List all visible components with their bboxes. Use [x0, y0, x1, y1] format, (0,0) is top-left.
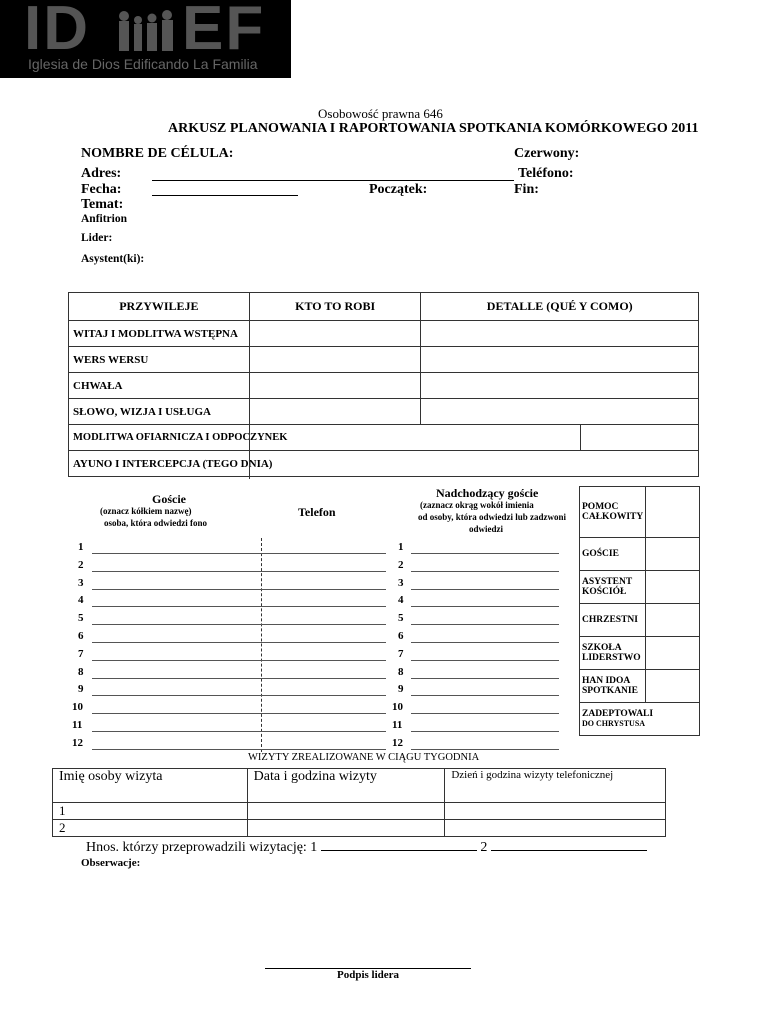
- table-row: [580, 487, 700, 538]
- visit-number: 2: [53, 820, 248, 837]
- privilege-name: AYUNO I INTERCEPCJA (TEGO DNIA): [69, 451, 699, 477]
- who-cell[interactable]: [249, 347, 421, 373]
- upcoming-name-line[interactable]: [411, 695, 559, 696]
- visit-phone-header: Dzień i godzina wizyty telefonicznej: [445, 769, 666, 803]
- guest-number: 1: [78, 541, 84, 553]
- topic-label: Temat:: [81, 197, 124, 212]
- upcoming-number: 5: [398, 612, 404, 625]
- table-row: [69, 373, 699, 399]
- details-cell[interactable]: [581, 425, 699, 451]
- privilege-name: MODLITWA OFIARNICZA I ODPOCZYNEK: [69, 425, 581, 451]
- summary-table: [579, 486, 700, 736]
- visit-phone-cell[interactable]: [445, 820, 666, 837]
- upcoming-name-line[interactable]: [411, 606, 559, 607]
- summary-value[interactable]: [646, 670, 700, 703]
- guest-name-line[interactable]: [92, 713, 386, 714]
- summary-label: SZKOŁA LIDERSTWO: [580, 637, 646, 670]
- guest-number: 7: [78, 647, 84, 660]
- upcoming-name-line[interactable]: [411, 660, 559, 661]
- column-divider: [249, 425, 250, 479]
- phone-header: Telefon: [298, 505, 336, 519]
- guest-name-line[interactable]: [92, 571, 386, 572]
- red-label: Czerwony:: [514, 146, 580, 161]
- guest-name-line[interactable]: [92, 589, 386, 590]
- logo-tagline: Iglesia de Dios Edificando La Familia: [28, 56, 258, 72]
- table-row: [580, 538, 700, 571]
- who-cell[interactable]: [249, 321, 421, 347]
- date-label: Fecha:: [81, 182, 122, 197]
- upcoming-number: 6: [398, 630, 404, 642]
- summary-label: CHRZESTNI: [580, 604, 646, 637]
- host-label: Anfitrion: [81, 213, 127, 225]
- privilege-name: WITAJ I MODLITWA WSTĘPNA: [69, 321, 250, 347]
- summary-last-sub: DO CHRYSTUSA: [582, 719, 646, 728]
- guest-name-line[interactable]: [92, 606, 386, 607]
- who-cell[interactable]: [249, 373, 421, 399]
- guest-number: 12: [72, 736, 83, 749]
- family-silhouette-icon: [112, 8, 180, 54]
- upcoming-number: 8: [398, 665, 404, 678]
- guest-name-line[interactable]: [92, 678, 386, 679]
- table-row: [69, 347, 699, 373]
- upcoming-name-line[interactable]: [411, 589, 559, 590]
- visits-table: [52, 768, 666, 837]
- table-row: [69, 321, 699, 347]
- privilege-name: SŁOWO, WIZJA I USŁUGA: [69, 399, 250, 425]
- summary-value[interactable]: [646, 604, 700, 637]
- table-row: [69, 399, 699, 425]
- logo-letters-right: EF: [182, 0, 266, 63]
- guests-note-1: (oznacz kółkiem nazwę): [100, 506, 192, 516]
- upcoming-number: 4: [398, 594, 404, 607]
- summary-value[interactable]: [646, 571, 700, 604]
- table-row: [580, 604, 700, 637]
- table-row: [69, 451, 699, 477]
- date-field[interactable]: [152, 195, 298, 196]
- upcoming-name-line[interactable]: [411, 624, 559, 625]
- upcoming-guests-title: Nadchodzący goście: [436, 486, 539, 500]
- details-cell[interactable]: [421, 347, 699, 373]
- guest-name-line[interactable]: [92, 660, 386, 661]
- guest-number: 10: [72, 701, 83, 714]
- privileges-header-row: [69, 293, 699, 321]
- guest-name-line[interactable]: [92, 624, 386, 625]
- table-row: [580, 670, 700, 703]
- privileges-table: [68, 292, 699, 477]
- privilege-name: WERS WERSU: [69, 347, 250, 373]
- cell-name-label: NOMBRE DE CÉLULA:: [81, 146, 234, 161]
- table-row: [53, 803, 666, 820]
- details-cell[interactable]: [421, 399, 699, 425]
- upcoming-number: 2: [398, 558, 404, 571]
- upcoming-name-line[interactable]: [411, 678, 559, 679]
- summary-label: [580, 703, 700, 736]
- upcoming-number: 7: [398, 647, 404, 660]
- leader-label: Lider:: [81, 232, 113, 244]
- guest-name-line[interactable]: [92, 731, 386, 732]
- visit-person-header: Imię osoby wizyta: [53, 769, 248, 803]
- table-row: [580, 703, 700, 736]
- summary-label: POMOC CAŁKOWITY: [580, 487, 646, 538]
- upcoming-number: 1: [398, 541, 404, 553]
- end-label: Fin:: [514, 182, 539, 197]
- guest-number: 2: [78, 558, 84, 571]
- assistant-label: Asystent(ki):: [81, 253, 145, 265]
- upcoming-note-1: (zaznacz okrąg wokół imienia: [420, 500, 534, 510]
- guests-title: Goście: [152, 492, 186, 506]
- observations-label: Obserwacje:: [81, 857, 141, 869]
- summary-last-label: ZADEPTOWALI: [582, 709, 654, 719]
- guest-number: 8: [78, 665, 84, 678]
- table-row: [69, 425, 699, 451]
- upcoming-name-line[interactable]: [411, 642, 559, 643]
- address-label: Adres:: [81, 166, 122, 181]
- guests-note-2: osoba, która odwiedzi fono: [104, 518, 208, 528]
- details-cell[interactable]: [421, 373, 699, 399]
- start-label: Początek:: [369, 182, 428, 197]
- guest-number: 9: [78, 683, 84, 696]
- upcoming-name-line[interactable]: [411, 571, 559, 572]
- upcoming-number: 9: [398, 683, 404, 696]
- upcoming-number: 3: [398, 576, 404, 589]
- who-cell[interactable]: [249, 399, 421, 425]
- visits-header-row: [53, 769, 666, 803]
- visit-number: 1: [53, 803, 248, 820]
- upcoming-number: 10: [392, 701, 403, 714]
- visitor-two-number: 2: [480, 840, 488, 855]
- address-field[interactable]: [152, 180, 514, 181]
- summary-value[interactable]: [646, 637, 700, 670]
- visitors-label: Hnos. którzy przeprowadzili wizytację: 1: [86, 840, 318, 855]
- guest-number: 5: [78, 612, 84, 625]
- legal-subtitle: Osobowość prawna 646: [318, 106, 443, 121]
- church-logo: [0, 0, 291, 78]
- upcoming-number: 11: [392, 719, 403, 731]
- visitor-one-field[interactable]: [321, 850, 477, 851]
- upcoming-note-3: odwiedzi: [469, 524, 504, 534]
- visits-title: WIZYTY ZREALIZOWANE W CIĄGU TYGODNIA: [248, 752, 480, 763]
- summary-value[interactable]: [646, 538, 700, 571]
- guest-number: 6: [78, 630, 84, 642]
- privileges-header: PRZYWILEJE: [69, 293, 250, 321]
- guest-name-line[interactable]: [92, 642, 386, 643]
- guest-number: 4: [78, 594, 84, 607]
- details-header: DETALLE (QUÉ Y COMO): [421, 293, 699, 321]
- visitors-line: [86, 840, 647, 856]
- phone-label: Teléfono:: [518, 166, 574, 181]
- upcoming-note-2: od osoby, która odwiedzi lub zadzwoni: [418, 512, 567, 522]
- upcoming-name-line[interactable]: [411, 749, 559, 750]
- upcoming-name-line[interactable]: [411, 731, 559, 732]
- details-cell[interactable]: [421, 321, 699, 347]
- visit-date-header: Data i godzina wizyty: [247, 769, 445, 803]
- guest-number: 11: [72, 719, 83, 731]
- summary-label: ASYSTENT KOŚCIÓŁ: [580, 571, 646, 604]
- summary-label: HAN IDOA SPOTKANIE: [580, 670, 646, 703]
- guest-name-line[interactable]: [92, 553, 386, 554]
- table-row: [580, 637, 700, 670]
- summary-value[interactable]: [646, 487, 700, 538]
- upcoming-name-line[interactable]: [411, 553, 559, 554]
- guest-name-line[interactable]: [92, 749, 386, 750]
- table-row: [580, 571, 700, 604]
- summary-label: GOŚCIE: [580, 538, 646, 571]
- privilege-name: CHWAŁA: [69, 373, 250, 399]
- table-row: [53, 820, 666, 837]
- logo-letters-left: ID: [24, 0, 90, 63]
- guest-number: 3: [78, 576, 84, 589]
- visit-date-cell[interactable]: [247, 803, 445, 820]
- visit-phone-cell[interactable]: [445, 803, 666, 820]
- visit-date-cell[interactable]: [247, 820, 445, 837]
- who-header: KTO TO ROBI: [249, 293, 421, 321]
- guest-name-line[interactable]: [92, 695, 386, 696]
- upcoming-name-line[interactable]: [411, 713, 559, 714]
- visitor-two-field[interactable]: [491, 850, 647, 851]
- page-title: ARKUSZ PLANOWANIA I RAPORTOWANIA SPOTKANIA KOMÓRKOWEGO 2011: [168, 121, 699, 136]
- upcoming-number: 12: [392, 736, 403, 749]
- signature-label: Podpis lidera: [337, 969, 400, 981]
